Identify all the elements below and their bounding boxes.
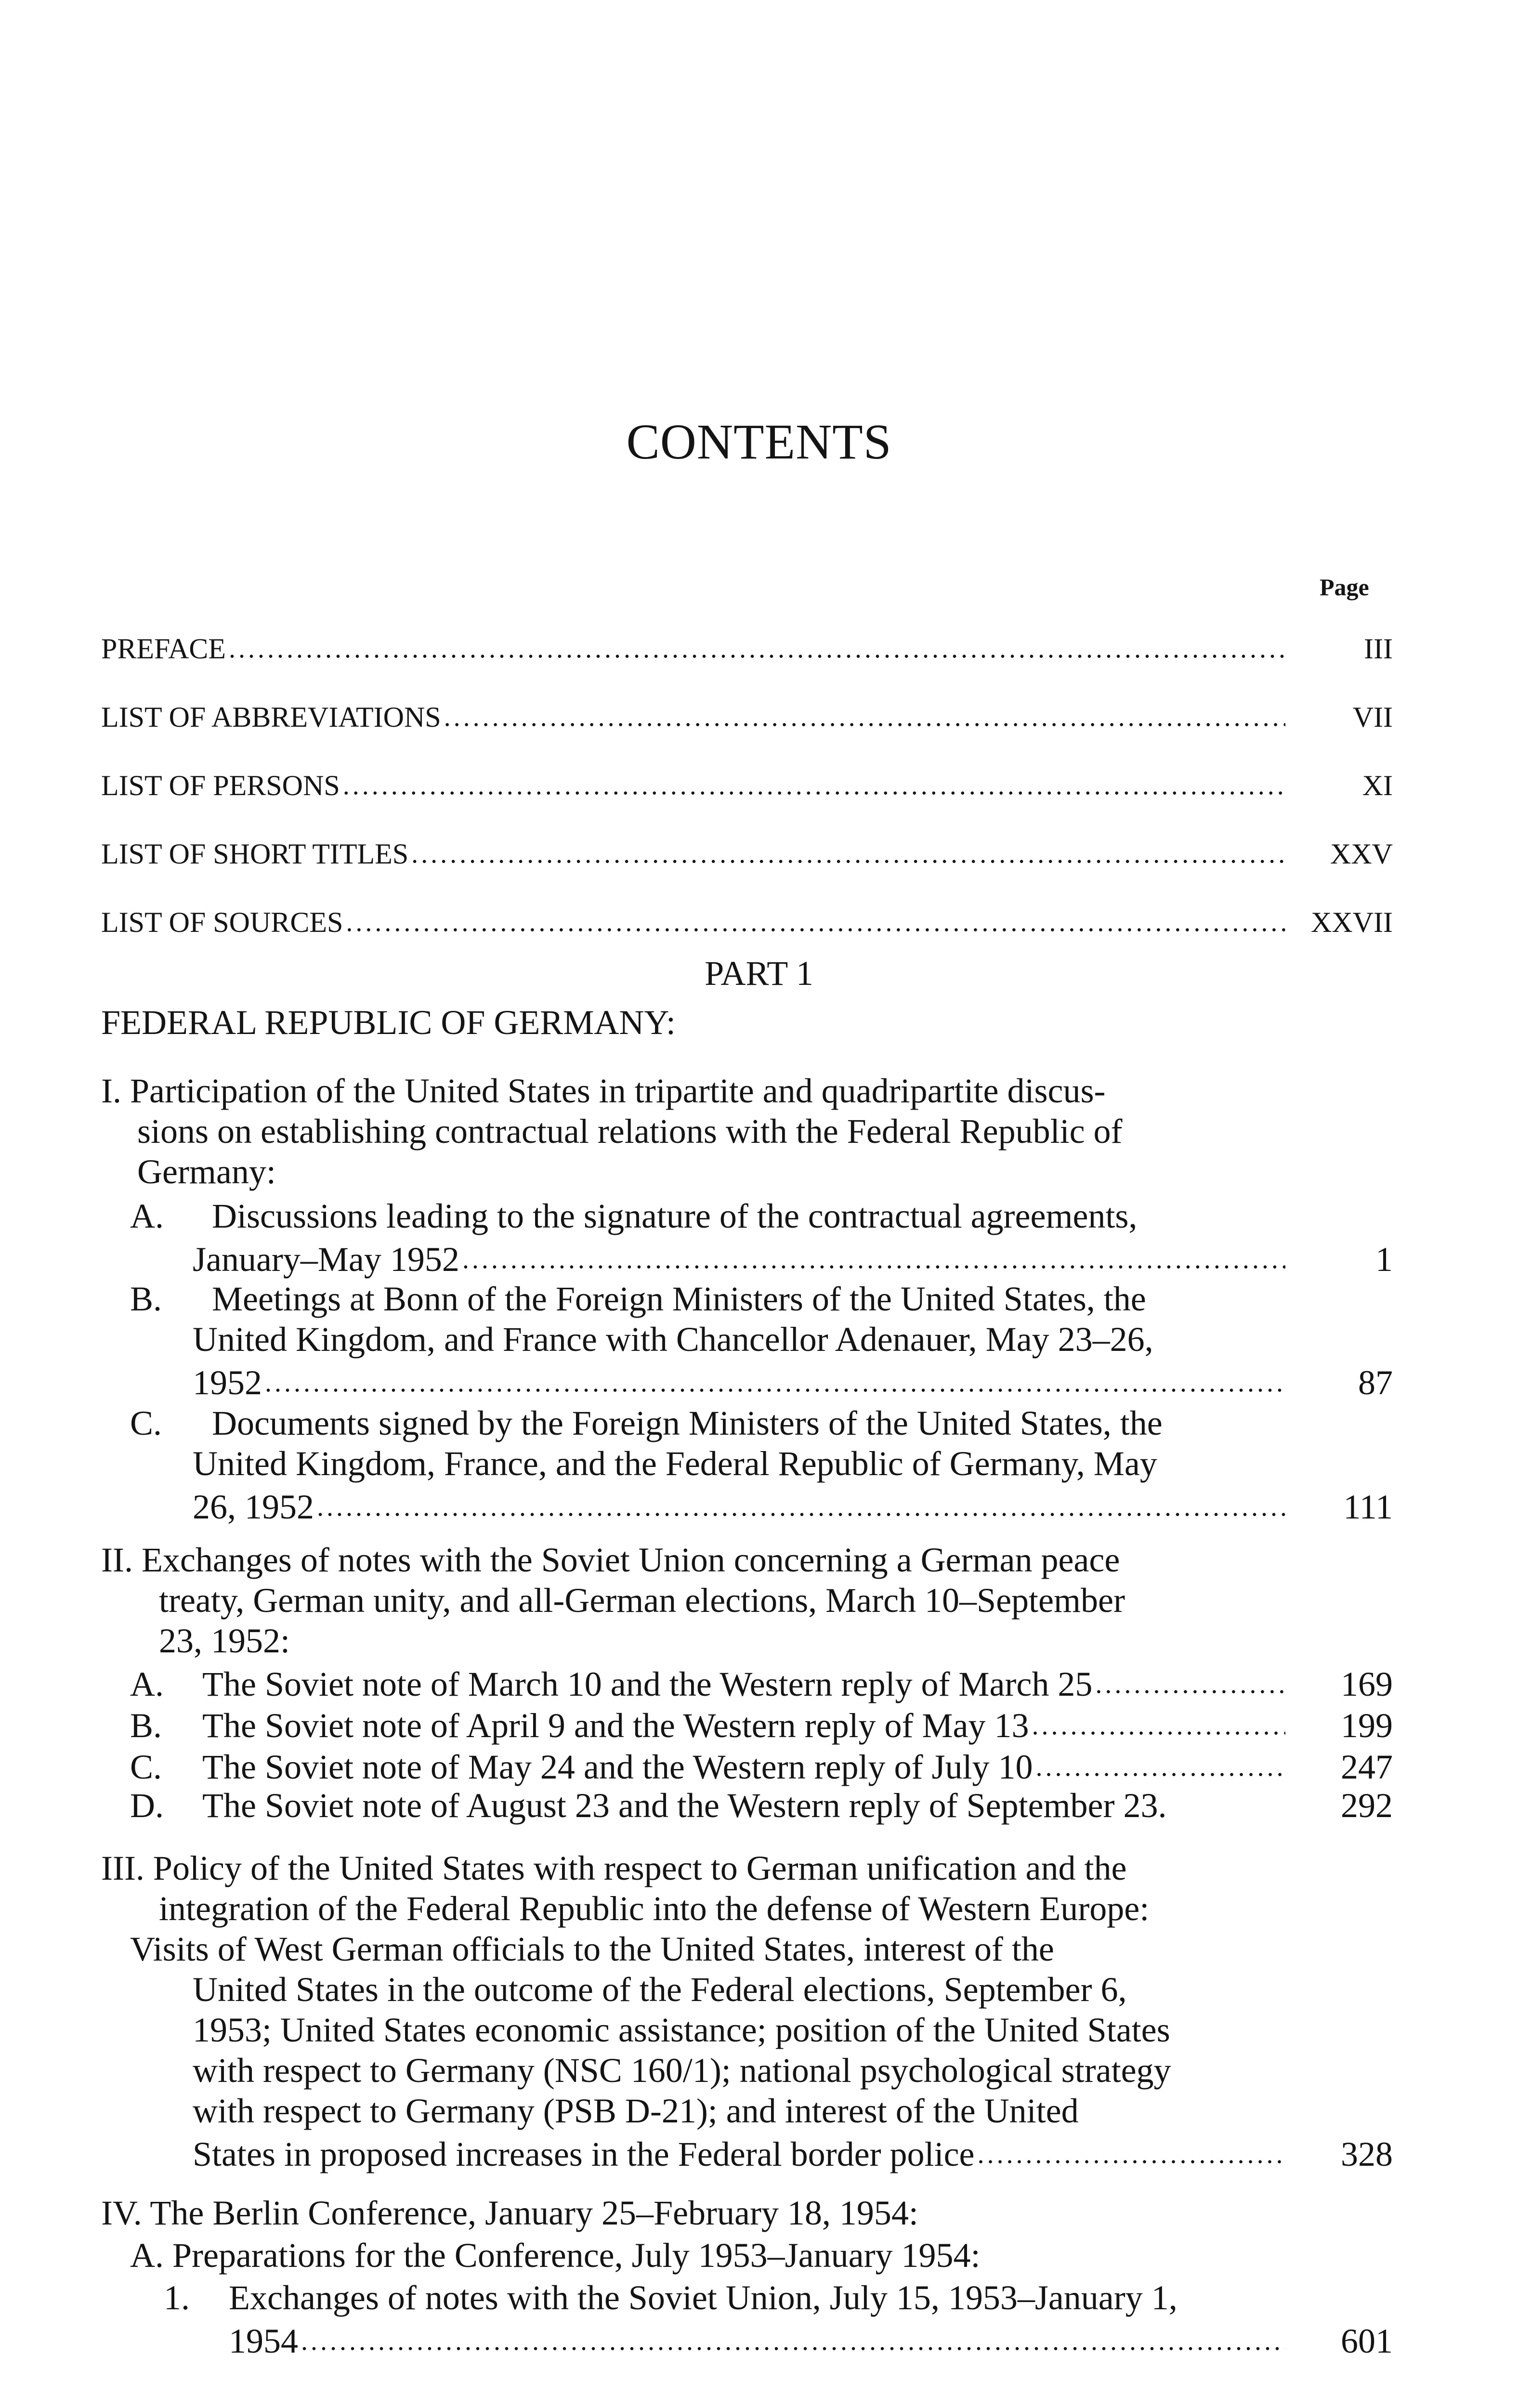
entry-marker: C. (130, 1748, 162, 1786)
leader-dots (1032, 1702, 1285, 1746)
toc-entry-label: LIST OF SHORT TITLES (101, 838, 409, 870)
leader-dots (317, 1483, 1285, 1528)
toc-entry-sources[interactable] (101, 899, 1393, 943)
entry-i-b-line2: United Kingdom, and France with Chancellor Adenauer, May 23–26, (193, 1320, 1153, 1359)
toc-entry-ii-b[interactable] (130, 1702, 1393, 1746)
entry-marker: A. (130, 1665, 164, 1703)
section-heading-ii-line3: 23, 1952: (159, 1622, 290, 1660)
toc-entry-label: The Soviet note of August 23 and the Western reply of September 23. (202, 1786, 1167, 1825)
section-iii-line7: with respect to Germany (PSB D-21); and interest of the United (193, 2092, 1079, 2130)
entry-i-b-line1[interactable]: Meetings at Bonn of the Foreign Ministers of the United States, the (212, 1280, 1146, 1318)
section-heading-iv[interactable]: IV. The Berlin Conference, January 25–February 18, 1954: (101, 2194, 918, 2232)
toc-entry-label: 1954 (229, 2322, 298, 2360)
toc-entry-ii-d[interactable] (130, 1785, 1393, 1826)
entry-i-c-line2: United Kingdom, France, and the Federal Republic of Germany, May (193, 1444, 1157, 1483)
section-heading-i-line3: Germany: (137, 1152, 276, 1191)
leader-dots (346, 899, 1285, 943)
toc-entry-ii-c[interactable] (130, 1743, 1393, 1788)
toc-entry-page: 247 (1341, 1748, 1393, 1786)
toc-entry-iv-a-1[interactable] (229, 2317, 1393, 2362)
leader-dots (343, 762, 1285, 806)
toc-entry-label: 1952 (193, 1363, 262, 1402)
section-heading-ii-line1[interactable]: II. Exchanges of notes with the Soviet Union concerning a German peace (101, 1541, 1120, 1579)
toc-entry-page: 601 (1341, 2322, 1393, 2360)
leader-dots (977, 2131, 1285, 2175)
toc-entry-page: 111 (1343, 1488, 1393, 1526)
section-iii-line3: Visits of West German officials to the United States, interest of the (130, 1930, 1054, 1968)
toc-entry-page: 87 (1358, 1363, 1393, 1402)
toc-entry-page: 169 (1341, 1665, 1393, 1703)
section-heading-iii-line2: integration of the Federal Republic into the defense of Western Europe: (159, 1889, 1150, 1928)
section-iii-line5: 1953; United States economic assistance; position of the United States (193, 2011, 1170, 2049)
leader-dots (265, 1359, 1285, 1403)
toc-entry-page: III (1364, 633, 1393, 665)
entry-marker: 1. (164, 2278, 190, 2317)
leader-dots (1095, 1661, 1285, 1705)
toc-entry-preface[interactable] (101, 625, 1393, 669)
entry-iv-a-1-line1[interactable]: Exchanges of notes with the Soviet Union, July 15, 1953–January 1, (229, 2278, 1178, 2317)
toc-entry-ii-a[interactable] (130, 1661, 1393, 1705)
page-column-header: Page (1320, 574, 1369, 601)
leader-dots (411, 830, 1285, 875)
toc-entry-iii[interactable] (193, 2131, 1393, 2175)
toc-entry-label: The Soviet note of May 24 and the Western reply of July 10 (202, 1748, 1033, 1786)
toc-entry-page: XI (1362, 770, 1393, 801)
toc-entry-page: XXVII (1311, 906, 1393, 938)
leader-dots (229, 625, 1285, 669)
entry-i-a-line1[interactable]: Discussions leading to the signature of the contractual agreements, (212, 1197, 1138, 1235)
leader-dots (301, 2317, 1285, 2362)
toc-entry-abbreviations[interactable] (101, 694, 1393, 738)
section-heading-ii-line2: treaty, German unity, and all-German elections, March 10–September (159, 1581, 1125, 1620)
entry-i-c-line1[interactable]: Documents signed by the Foreign Ministers of the United States, the (212, 1404, 1163, 1442)
toc-entry-page: XXV (1330, 838, 1393, 870)
section-iii-line6: with respect to Germany (NSC 160/1); national psychological strategy (193, 2051, 1171, 2090)
section-heading-i-line1[interactable]: I. Participation of the United States in tripartite and quadripartite discus- (101, 1072, 1106, 1110)
leader-dots (1036, 1743, 1285, 1788)
toc-entry-label: The Soviet note of April 9 and the Western reply of May 13 (202, 1706, 1029, 1745)
toc-entry-page: VII (1352, 701, 1393, 733)
toc-entry-page: 199 (1341, 1706, 1393, 1745)
section-heading-iii-line1[interactable]: III. Policy of the United States with respect to German unification and the (101, 1849, 1127, 1887)
toc-entry-page: 292 (1341, 1786, 1393, 1825)
leader-dots (462, 1236, 1285, 1280)
toc-entry-label: January–May 1952 (193, 1240, 459, 1279)
section-iii-line4: United States in the outcome of the Federal elections, September 6, (193, 1970, 1127, 2009)
toc-entry-label: States in proposed increases in the Federal border police (193, 2135, 975, 2173)
part-heading: PART 1 (705, 954, 813, 993)
toc-entry-label: The Soviet note of March 10 and the Western reply of March 25 (202, 1665, 1093, 1703)
entry-marker: C. (130, 1404, 162, 1442)
toc-entry-label: LIST OF PERSONS (101, 770, 340, 801)
toc-entry-page: 328 (1341, 2135, 1393, 2173)
subsection-iv-a[interactable]: A. Preparations for the Conference, July 1953–January 1954: (130, 2236, 981, 2275)
leader-dots (444, 694, 1285, 738)
toc-entry-label: LIST OF SOURCES (101, 906, 343, 938)
toc-entry-i-c[interactable] (193, 1483, 1393, 1528)
section-heading-i-line2: sions on establishing contractual relations with the Federal Republic of (137, 1112, 1123, 1151)
toc-entry-label: PREFACE (101, 633, 226, 665)
country-heading: FEDERAL REPUBLIC OF GERMANY: (101, 1003, 676, 1042)
toc-entry-page: 1 (1375, 1240, 1393, 1279)
page-title: CONTENTS (626, 414, 892, 470)
toc-entry-label: 26, 1952 (193, 1488, 314, 1526)
toc-entry-label: LIST OF ABBREVIATIONS (101, 701, 441, 733)
entry-marker: D. (130, 1786, 164, 1825)
toc-entry-i-b[interactable] (193, 1359, 1393, 1403)
toc-entry-i-a[interactable] (193, 1236, 1393, 1280)
entry-marker: B. (130, 1706, 162, 1745)
toc-entry-persons[interactable] (101, 762, 1393, 806)
toc-entry-short-titles[interactable] (101, 830, 1393, 875)
entry-marker: B. (130, 1280, 162, 1318)
entry-marker: A. (130, 1197, 164, 1235)
